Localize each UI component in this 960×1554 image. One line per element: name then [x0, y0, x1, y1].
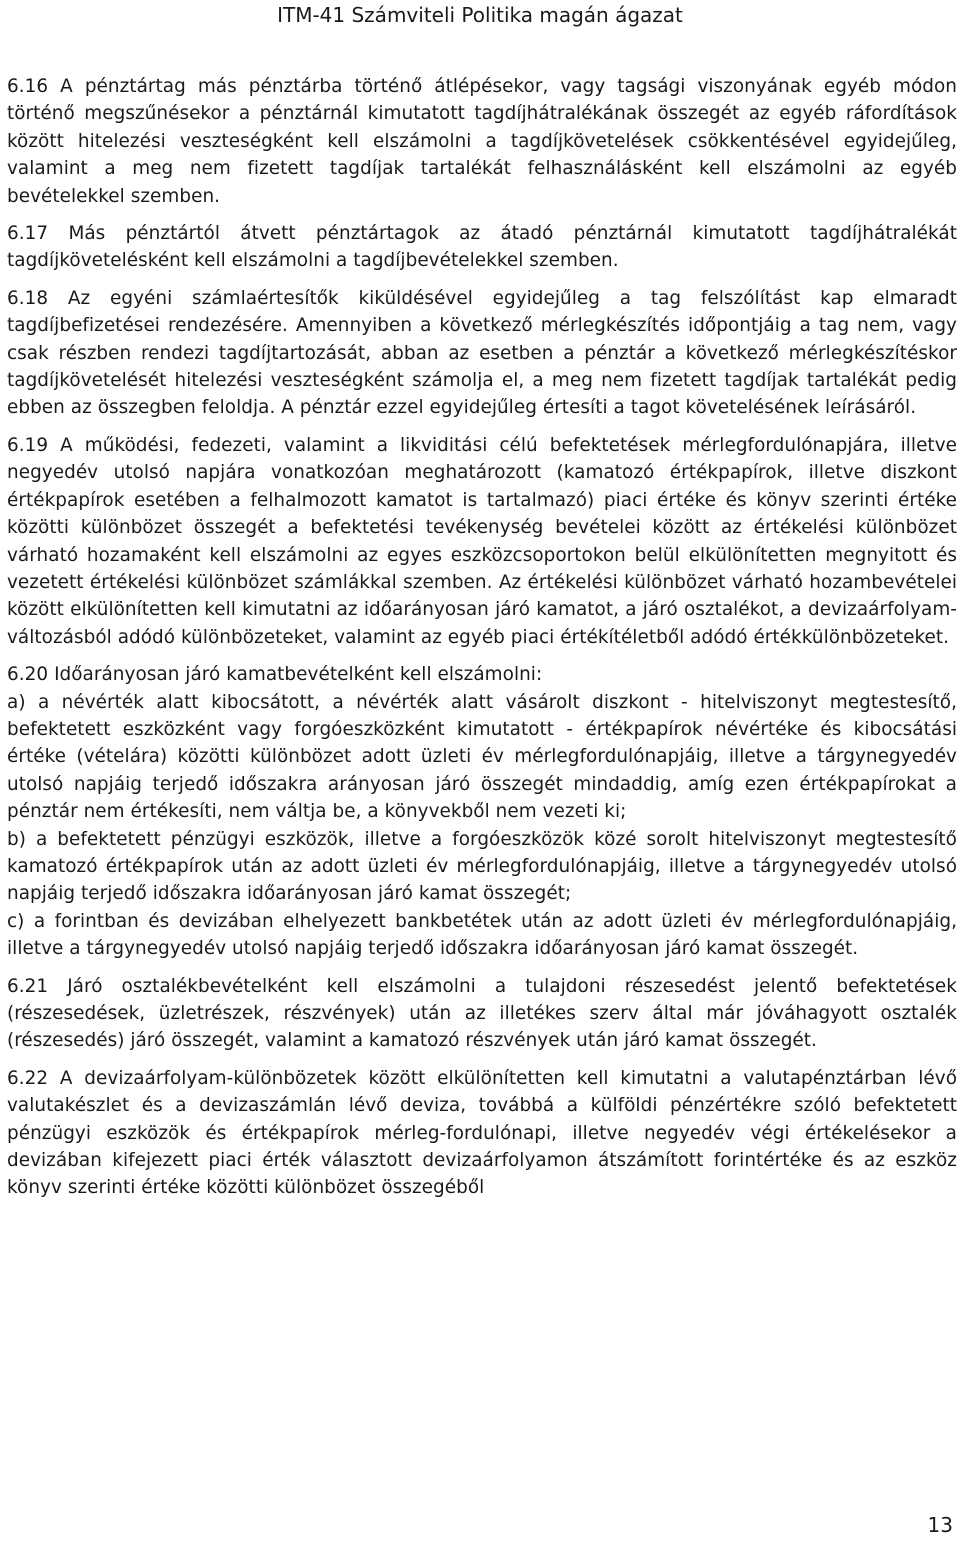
paragraph-number: 6.16	[7, 76, 49, 97]
paragraph-text: A pénztártag más pénztárba történő átlépésekor, vagy tagsági viszonyának egyéb módon történő megszűnésekor a pénztárnál kimutatott tagdíjhátralékának összegét az egyéb ráfordítások között hitelezési veszteségként kell elszámolni a tagdíjkövetelések csökkentésével egyidejűleg, valamint a meg nem fizetett tagdíjak tartalékát felhasználásként kell elszámolni az egyéb bevételekkel szemben.	[7, 76, 957, 207]
document-header	[0, 0, 960, 34]
document-body	[7, 73, 957, 1212]
paragraph-6-20	[7, 661, 957, 962]
list-item-b: b) a befektetett pénzügyi eszközök, illetve a forgóeszközök közé sorolt hitelviszonyt megtestesítő kamatozó értékpapírok után az adott üzleti év mérlegfordulónapjáig, illetve a tárgynegyedév utolsó napjáig terjedő időszakra időarányosan járó kamat összegét;	[7, 828, 957, 905]
paragraph-number: 6.19	[7, 434, 49, 456]
paragraph-6-16	[7, 73, 957, 210]
paragraph-text: Az egyéni számlaértesítők kiküldésével egyidejűleg a tag felszólítást kap elmaradt tagdíjbefizetései rendezésére. Amennyiben a következő mérlegkészítés időpontjáig a tag nem, vagy csak részben rendezi tagdíjtartozását, abban az esetben a pénztár a következő mérlegkészítéskor tagdíjkövetelését hitelezési veszteségként számolja el, a meg nem fizetett tagdíjak tartalékát pedig ebben az összegben feloldja. A pénztár ezzel egyidejűleg értesíti a tagot követelésének leírásáról.	[7, 287, 957, 419]
document-title: ITM-41 Számviteli Politika magán ágazat	[277, 3, 683, 27]
paragraph-text: Járó osztalékbevételként kell elszámolni a tulajdoni részesedést jelentő befektetések (részesedések, üzletrészek, részvények) után az illetékes szerv által már jóváhagyott osztalék (részesedés) járó összegét, valamint a kamatozó részvények után járó kamat összegét.	[7, 975, 957, 1052]
paragraph-number: 6.20	[7, 664, 49, 686]
paragraph-text: A működési, fedezeti, valamint a likviditási célú befektetések mérlegfordulónapjára, illetve negyedév utolsó napjára vonatkozóan meghatározott (kamatozó értékpapírok, illetve diszkont értékpapírok esetében a felhalmozott kamatot is tartalmazó) piaci értéke és könyv szerinti értéke közötti különbözet összegét a befektetési tevékenység bevételei között az értékelési különbözet várható hozamaként kell elszámolni az egyes eszközcsoportokon belül elkülönítetten megnyitott és vezetett értékelési különbözet számlákkal szemben. Az értékelési különbözet várható hozambevételei között elkülönítetten kell kimutatni az időarányosan járó kamatot, a járó osztalékot, a devizaárfolyam-változásból adódó különbözeteket, valamint az egyéb piaci értékítéletből adódó értékkülönbözeteket.	[7, 434, 957, 648]
paragraph-text: Más pénztártól átvett pénztártagok az átadó pénztárnál kimutatott tagdíjhátralékát tagdíjkövetelésként kell elszámolni a tagdíjbevételekkel szemben.	[7, 223, 958, 272]
paragraph-6-18	[7, 285, 957, 422]
paragraph-6-19	[7, 432, 957, 651]
paragraph-number: 6.18	[7, 287, 49, 309]
paragraph-number: 6.21	[7, 975, 49, 997]
paragraph-number: 6.22	[7, 1067, 49, 1089]
paragraph-6-17	[7, 220, 957, 275]
list-item-a: a) a névérték alatt kibocsátott, a névérték alatt vásárolt diszkont - hitelviszonyt megtestesítő, befektetett eszközként vagy forgóeszközként kimutatott - értékpapírok névértéke és kibocsátási értéke (vételára) közötti különbözet adott üzleti év mérlegfordulónapjáig, illetve a tárgynegyedév utolsó napjáig terjedő időszakra arányosan járó összegét mindaddig, amíg ezen értékpapírokat a pénztár nem értékesíti, nem váltja be, a könyvekből nem vezeti ki;	[7, 691, 957, 823]
paragraph-number: 6.17	[7, 223, 49, 245]
paragraph-text: Időarányosan járó kamatbevételként kell elszámolni:	[54, 664, 543, 686]
list-item-c: c) a forintban és devizában elhelyezett bankbetétek után az adott üzleti év mérlegfordulónapjáig, illetve a tárgynegyedév utolsó napjáig terjedő időszakra időarányosan járó kamat összegét.	[7, 910, 957, 960]
page-number: 13	[927, 1513, 953, 1537]
paragraph-text: A devizaárfolyam-különbözetek között elkülönítetten kell kimutatni a valutapénztárban lévő valutakészlet és a devizaszámlán lévő deviza, továbbá a külföldi pénzértékre szóló befektetett pénzügyi eszközök és értékpapírok mérleg-fordulónapi, illetve negyedév végi értékelésekor a devizában kifejezett piaci érték választott devizaárfolyamon átszámított forintértéke és az eszköz könyv szerinti értéke közötti különbözet összegéből	[7, 1067, 957, 1199]
paragraph-6-21	[7, 973, 957, 1055]
paragraph-6-22	[7, 1065, 957, 1202]
